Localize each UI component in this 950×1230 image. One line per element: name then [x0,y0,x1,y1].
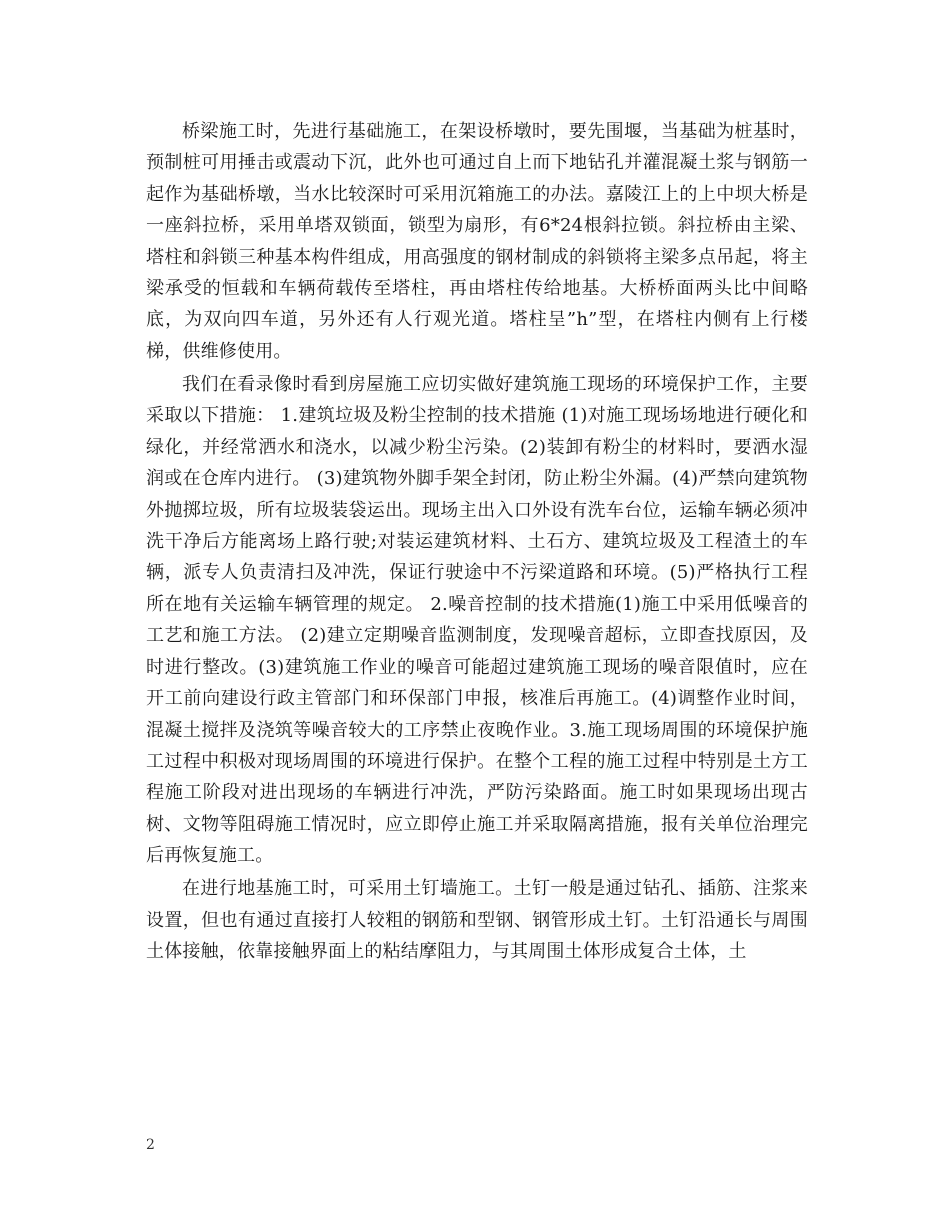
document-body [146,116,808,968]
paragraph-environmental-protection: 我们在看录像时看到房屋施工应切实做好建筑施工现场的环境保护工作，主要采取以下措施： 1.建筑垃圾及粉尘控制的技术措施 (1)对施工现场场地进行硬化和绿化，并经常洒水和浇水，以减少粉尘污染。(2)装卸有粉尘的材料时，要洒水湿润或在仓库内进行。 (3)建筑物外脚手架全封闭，防止粉尘外漏。(4)严禁向建筑物外抛掷垃圾，所有垃圾装袋运出。现场主出入口外设有洗车台位，运输车辆必须冲洗干净后方能离场上路行驶;对装运建筑材料、土石方、建筑垃圾及工程渣土的车辆，派专人负责清扫及冲洗，保证行驶途中不污梁道路和环境。(5)严格执行工程所在地有关运输车辆管理的规定。 2.噪音控制的技术措施(1)施工中采用低噪音的工艺和施工方法。 (2)建立定期噪音监测制度，发现噪音超标，立即查找原因，及时进行整改。(3)建筑施工作业的噪音可能超过建筑施工现场的噪音限值时，应在开工前向建设行政主管部门和环保部门申报，核准后再施工。(4)调整作业时间，混凝土搅拌及浇筑等噪音较大的工序禁止夜晚作业。3.施工现场周围的环境保护施工过程中积极对现场周围的环境进行保护。在整个工程的施工过程中特别是土方工程施工阶段对进出现场的车辆进行冲洗，严防污染路面。施工时如果现场出现古树、文物等阻碍施工情况时，应立即停止施工并采取隔离措施，报有关单位治理完后再恢复施工。 [146,374,808,867]
paragraph-soil-nailing: 在进行地基施工时，可采用土钉墙施工。土钉一般是通过钻孔、插筋、注浆来设置，但也有通过直接打人较粗的钢筋和型钢、钢管形成土钉。土钉沿通长与周围土体接触，依靠接触界面上的粘结摩阻力，与其周围土体形成复合土体，土 [146,878,808,963]
paragraph-bridge-construction: 桥梁施工时，先进行基础施工，在架设桥墩时，要先围堰，当基础为桩基时，预制桩可用捶击或震动下沉，此外也可通过自上而下地钻孔并灌混凝土浆与钢筋一起作为基础桥墩，当水比较深时可采用沉箱施工的办法。嘉陵江上的上中坝大桥是一座斜拉桥，采用单塔双锁面，锁型为扇形，有6*24根斜拉锁。斜拉桥由主梁、塔柱和斜锁三种基本构件组成，用高强度的钢材制成的斜锁将主梁多点吊起，将主梁承受的恒载和车辆荷载传至塔柱，再由塔柱传给地基。大桥桥面两头比中间略底，为双向四车道，另外还有人行观光道。塔柱呈”h”型，在塔柱内侧有上行楼梯，供维修使用。 [146,121,808,362]
page-number: 2 [146,1137,155,1153]
